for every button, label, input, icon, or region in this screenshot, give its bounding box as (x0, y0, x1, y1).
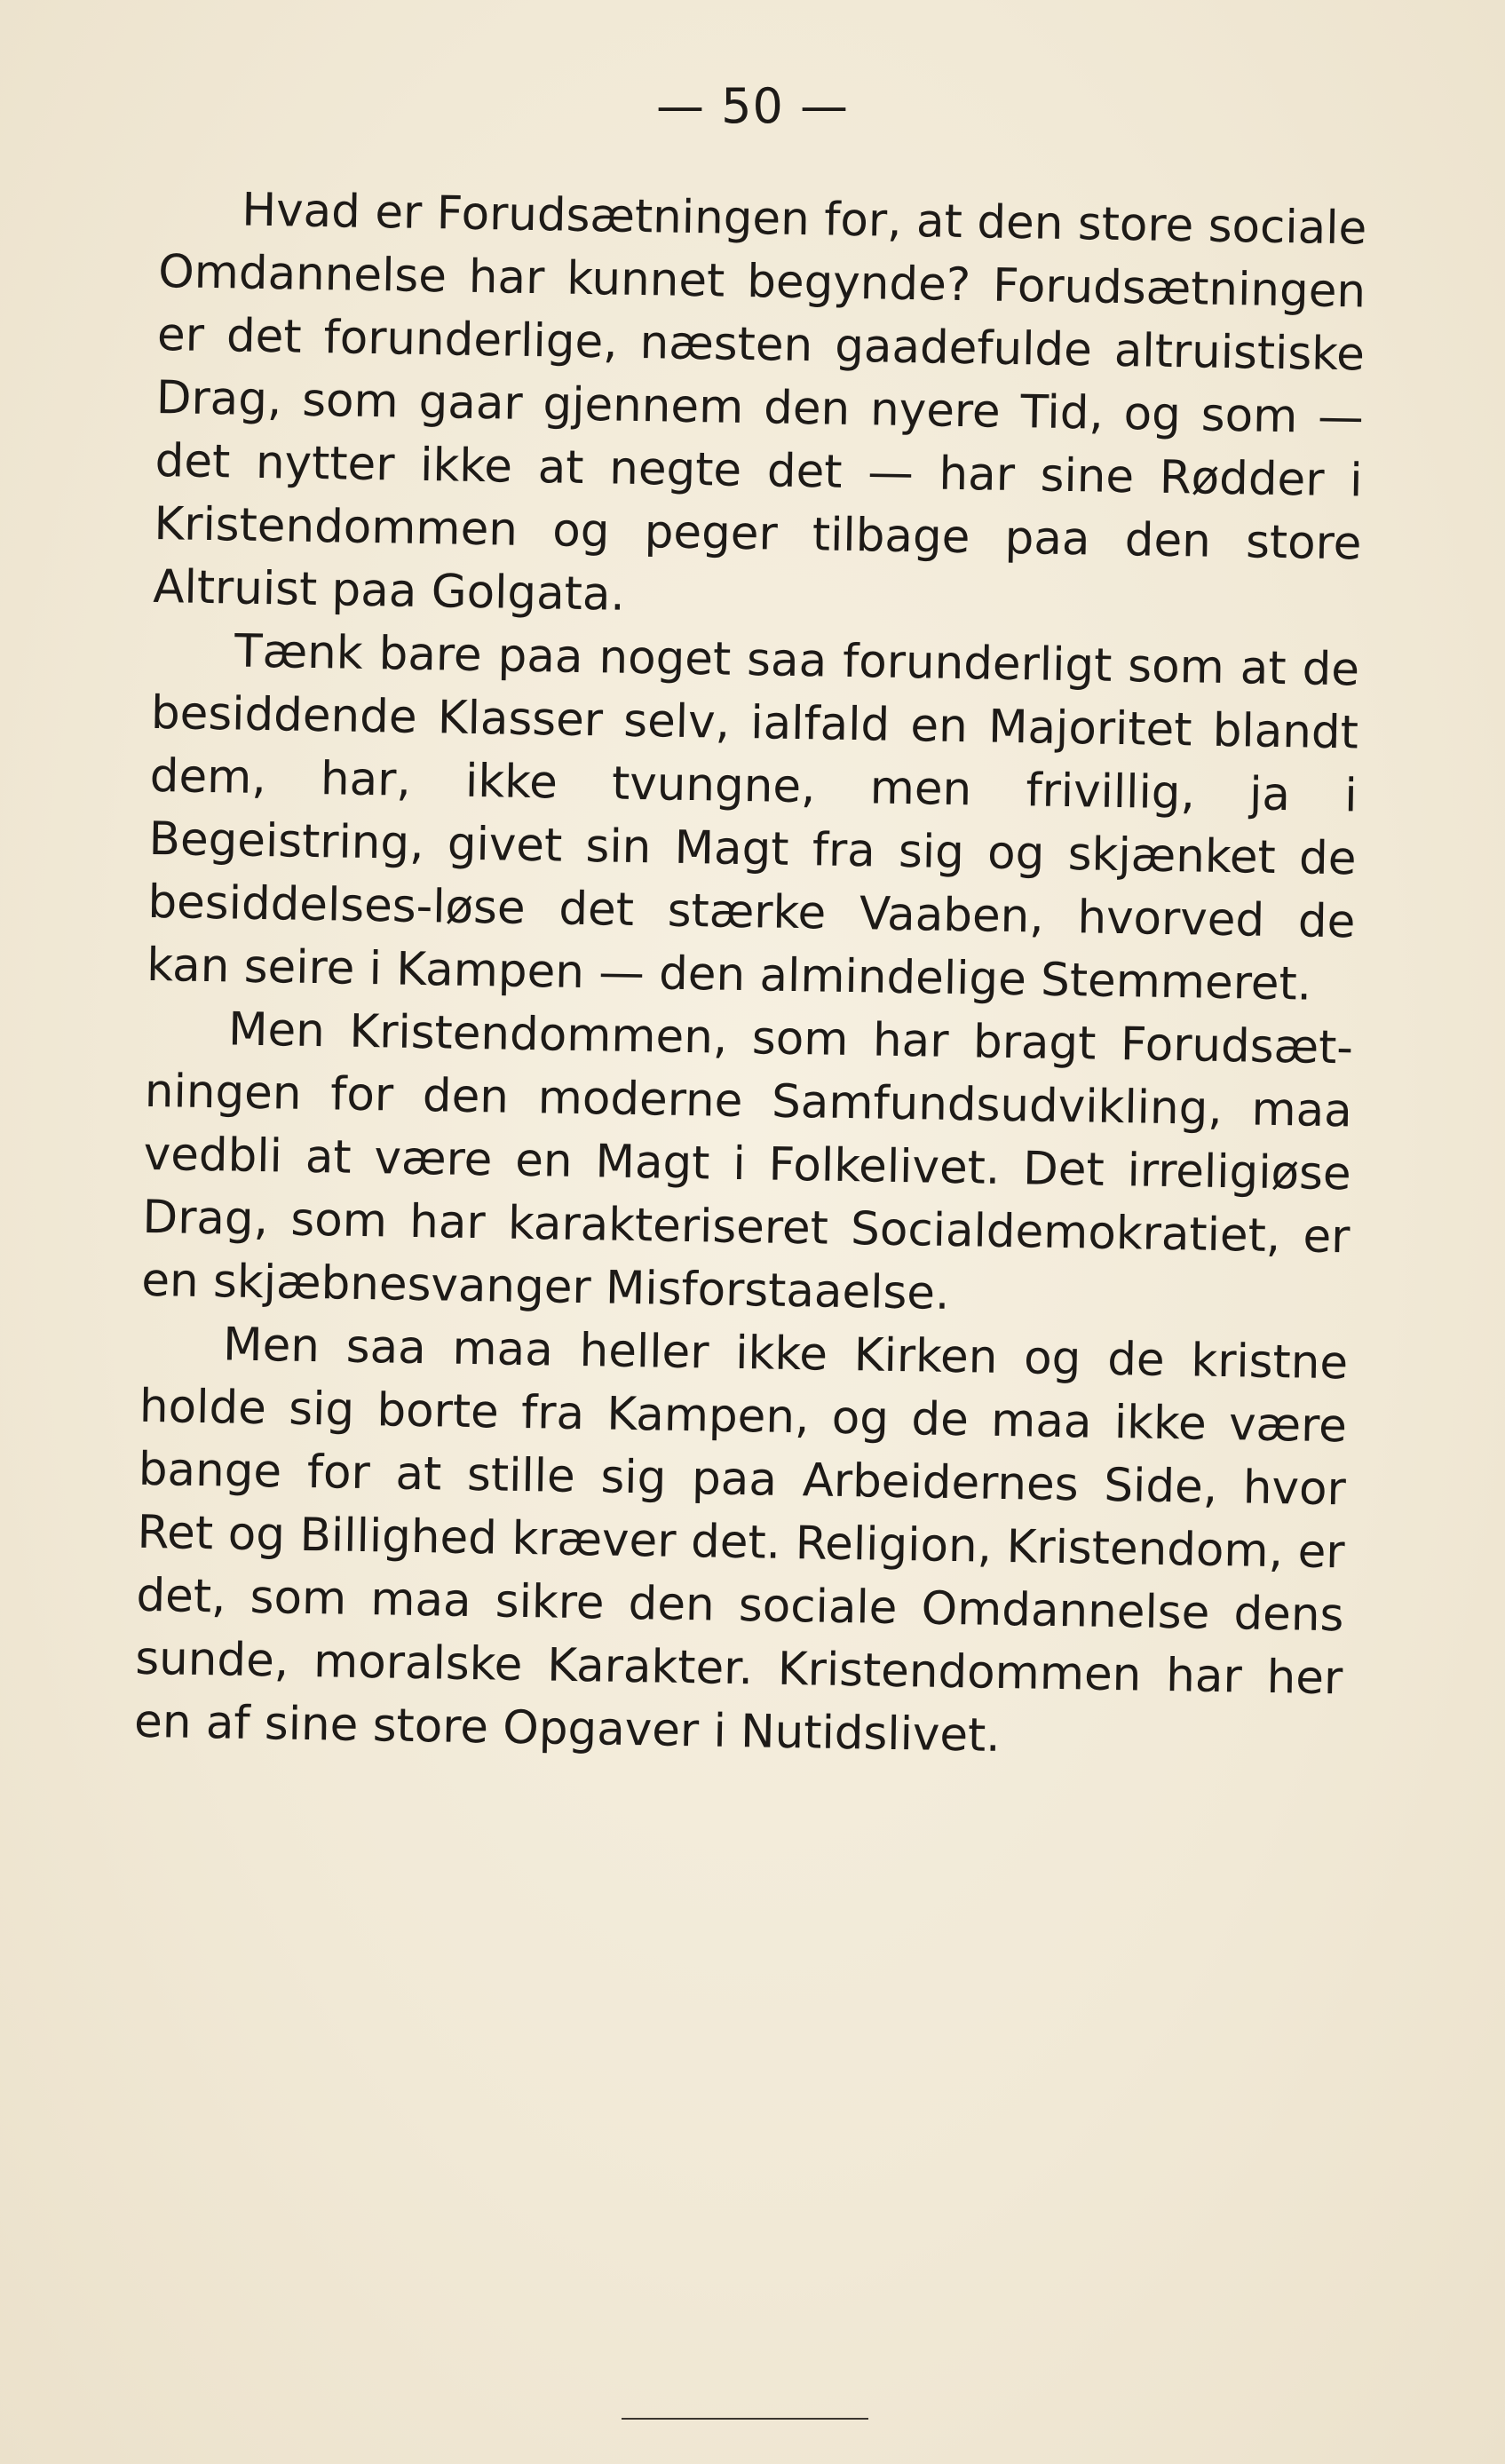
page-number: — 50 — (655, 78, 850, 134)
paragraph-4: Men saa maa heller ikke Kirken og de kristne holde sig borte fra Kampen, og de maa ikke være bange for at stille sig paa Arbeidernes Side, hvor Ret og Billighed kræver det. Religion, Kristendom, er det, som maa sikre den sociale Omdannelse dens sunde, moralske Karakter. Kristendommen har her en af sine store Opgaver i Nutidslivet. (133, 1318, 1349, 1763)
paragraph-1: Hvad er Forudsætningen for, at den store sociale Omdannelse har kunnet begynde? Forudsætningen er det forunderlige, næsten gaadefulde altruistiske Drag, som gaar gjennem den nyere Tid, og som — det nytter ikke at negte det — har sine Rødder i Kristendommen og peger tilbage paa den store Altruist paa Golgata. (152, 183, 1367, 622)
body-text (134, 178, 1367, 1773)
paragraph-3: Men Kristendommen, som har bragt Forudsæt-ningen for den moderne Samfundsudvikling, maa vedbli at være en Magt i Folkelivet. Det irreligiøse Drag, som har karakteriseret Socialdemokratiet, er en skjæbnesvanger Misforstaaelse. (140, 1002, 1354, 1320)
paragraph-2: Tænk bare paa noget saa forunderligt som at de besiddende Klasser selv, ialfald en Majoritet blandt dem, har, ikke tvungne, men frivillig, ja i Begeistring, givet sin Magt fra sig og skjænket de besiddelses-løse det stærke Vaaben, hvorved de kan seire i Kampen — den almindelige Stemmeret. (146, 624, 1360, 1011)
end-rule (622, 2418, 868, 2420)
